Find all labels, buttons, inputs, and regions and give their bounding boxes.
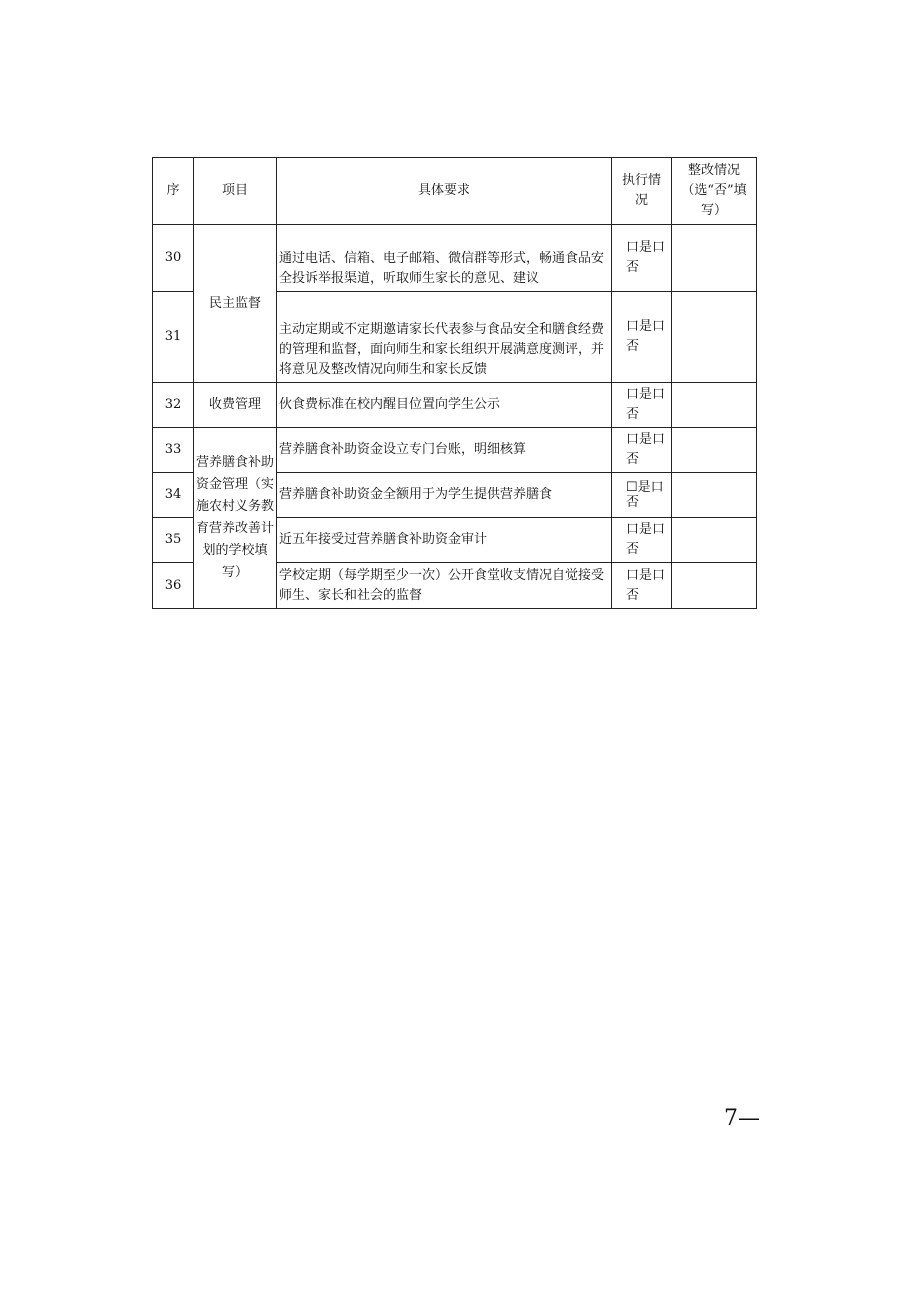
header-execution: 执行情况 bbox=[612, 158, 672, 225]
group-fees: 收费管理 bbox=[194, 383, 277, 428]
row-requirement: 伙食费标准在校内醒目位置向学生公示 bbox=[277, 383, 612, 428]
row-execution: 口是口否 bbox=[612, 518, 672, 563]
row-seq: 33 bbox=[153, 428, 194, 473]
row-requirement: 营养膳食补助资金设立专门台账，明细核算 bbox=[277, 428, 612, 473]
row-rectification[interactable] bbox=[672, 563, 757, 609]
row-rectification[interactable] bbox=[672, 383, 757, 428]
row-rectification[interactable] bbox=[672, 292, 757, 383]
row-execution: 口是口否 bbox=[612, 225, 672, 292]
row-rectification[interactable] bbox=[672, 473, 757, 518]
row-requirement: 营养膳食补助资金全额用于为学生提供营养膳食 bbox=[277, 473, 612, 518]
row-rectification[interactable] bbox=[672, 225, 757, 292]
table-row bbox=[153, 428, 757, 473]
row-execution: ☐是口否 bbox=[612, 473, 672, 518]
row-requirement: 学校定期（每学期至少一次）公开食堂收支情况自觉接受师生、家长和社会的监督 bbox=[277, 563, 612, 609]
row-execution: 口是口否 bbox=[612, 428, 672, 473]
group-democratic: 民主监督 bbox=[194, 225, 277, 383]
row-requirement: 通过电话、信箱、电子邮箱、微信群等形式，畅通食品安全投诉举报渠道，听取师生家长的意见、建议 bbox=[277, 225, 612, 292]
header-row bbox=[153, 158, 757, 225]
row-seq: 32 bbox=[153, 383, 194, 428]
table-row bbox=[153, 225, 757, 292]
row-requirement: 主动定期或不定期邀请家长代表参与食品安全和膳食经费的管理和监督，面向师生和家长组织开展满意度测评，并将意见及整改情况向师生和家长反馈 bbox=[277, 292, 612, 383]
row-seq: 31 bbox=[153, 292, 194, 383]
row-rectification[interactable] bbox=[672, 518, 757, 563]
page-number: 7— bbox=[724, 1106, 760, 1131]
row-execution: 口是口否 bbox=[612, 292, 672, 383]
row-execution: 口是口否 bbox=[612, 383, 672, 428]
header-seq: 序 bbox=[153, 158, 194, 225]
header-requirement: 具体要求 bbox=[277, 158, 612, 225]
group-nutrition: 营养膳食补助资金管理（实施农村义务教育营养改善计划的学校填写） bbox=[194, 428, 277, 609]
row-seq: 36 bbox=[153, 563, 194, 609]
row-rectification[interactable] bbox=[672, 428, 757, 473]
row-seq: 35 bbox=[153, 518, 194, 563]
row-seq: 30 bbox=[153, 225, 194, 292]
row-seq: 34 bbox=[153, 473, 194, 518]
header-rectification: 整改情况（选“否”填写） bbox=[672, 158, 757, 225]
table-row bbox=[153, 383, 757, 428]
row-execution: 口是口否 bbox=[612, 563, 672, 609]
row-requirement: 近五年接受过营养膳食补助资金审计 bbox=[277, 518, 612, 563]
header-item: 项目 bbox=[194, 158, 277, 225]
inspection-table bbox=[152, 157, 757, 609]
